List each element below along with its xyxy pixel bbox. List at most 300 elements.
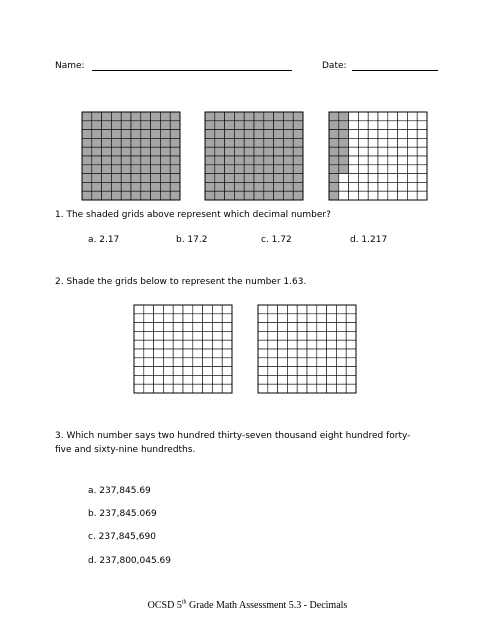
grid-cell[interactable] (144, 375, 154, 384)
grid-cell (368, 191, 378, 200)
grid-cell (293, 156, 303, 165)
grid-cell (398, 165, 408, 174)
grid-cell[interactable] (193, 358, 203, 367)
grid-cell[interactable] (183, 349, 193, 358)
grid-cell (264, 156, 274, 165)
grid-cell[interactable] (183, 340, 193, 349)
grid-cell[interactable] (154, 349, 164, 358)
grid-cell[interactable] (183, 305, 193, 314)
grid-cell (225, 138, 235, 147)
grid-cell[interactable] (203, 323, 213, 332)
grid-cell[interactable] (212, 358, 222, 367)
grid-cell[interactable] (327, 314, 337, 323)
grid-cell[interactable] (278, 305, 288, 314)
grid-cell (244, 112, 254, 121)
grid-cell[interactable] (134, 331, 144, 340)
grid-cell[interactable] (163, 305, 173, 314)
grid-cell[interactable] (297, 331, 307, 340)
grid-cell (82, 112, 92, 121)
grid-cell (398, 138, 408, 147)
grid-cell[interactable] (144, 314, 154, 323)
grid-cell[interactable] (327, 358, 337, 367)
grid-cell[interactable] (317, 331, 327, 340)
grid-cell[interactable] (222, 358, 232, 367)
grid-cell[interactable] (336, 375, 346, 384)
grid-cell[interactable] (278, 314, 288, 323)
grid-cell[interactable] (336, 349, 346, 358)
grid-cell[interactable] (193, 323, 203, 332)
name-label: Name: (55, 61, 85, 71)
grid-cell[interactable] (287, 367, 297, 376)
grid-cell (121, 138, 131, 147)
grid-cell[interactable] (193, 314, 203, 323)
grid-cell (151, 174, 161, 183)
grid-cell[interactable] (193, 384, 203, 393)
grid-cell[interactable] (336, 323, 346, 332)
grid-cell[interactable] (183, 375, 193, 384)
grid-cell (131, 121, 141, 130)
grid-cell[interactable] (268, 349, 278, 358)
grid-cell (102, 165, 112, 174)
grid-cell[interactable] (307, 323, 317, 332)
grid-cell[interactable] (317, 323, 327, 332)
grid-cell (234, 138, 244, 147)
grid-cell[interactable] (258, 349, 268, 358)
grid-cell[interactable] (278, 358, 288, 367)
grid-cell[interactable] (327, 331, 337, 340)
grid-cell[interactable] (222, 331, 232, 340)
grid-cell (349, 112, 359, 121)
grid-cell[interactable] (287, 384, 297, 393)
grid-cell[interactable] (183, 384, 193, 393)
grid-cell (121, 156, 131, 165)
grid-cell[interactable] (144, 384, 154, 393)
grid-cell[interactable] (346, 349, 356, 358)
grid-cell[interactable] (154, 323, 164, 332)
grid-cell (264, 191, 274, 200)
grid-cell[interactable] (144, 349, 154, 358)
grid-cell[interactable] (336, 331, 346, 340)
grid-cell (293, 147, 303, 156)
grid-cell[interactable] (317, 367, 327, 376)
grid-cell[interactable] (212, 384, 222, 393)
grid-cell[interactable] (327, 375, 337, 384)
grid-cell (358, 147, 368, 156)
grid-cell[interactable] (346, 305, 356, 314)
grid-cell[interactable] (144, 323, 154, 332)
q3-option-d[interactable]: d. 237,800,045.69 (88, 556, 172, 566)
grid-cell[interactable] (173, 340, 183, 349)
grid-cell[interactable] (317, 340, 327, 349)
grid-cell (151, 130, 161, 139)
grid-cell[interactable] (317, 305, 327, 314)
grid-cell[interactable] (222, 340, 232, 349)
grid-cell[interactable] (193, 305, 203, 314)
grid-cell[interactable] (183, 323, 193, 332)
grid-cell (407, 121, 417, 130)
grid-cell[interactable] (163, 340, 173, 349)
grid-cell[interactable] (222, 314, 232, 323)
grid-cell[interactable] (144, 340, 154, 349)
grid-cell (398, 156, 408, 165)
grid-cell[interactable] (154, 384, 164, 393)
grid-cell (225, 121, 235, 130)
grid-cell[interactable] (346, 367, 356, 376)
grid-cell[interactable] (203, 375, 213, 384)
grid-cell[interactable] (317, 375, 327, 384)
grid-cell (378, 130, 388, 139)
grid-cell[interactable] (336, 358, 346, 367)
grid-cell (378, 147, 388, 156)
grid-cell[interactable] (144, 331, 154, 340)
grid-cell[interactable] (154, 314, 164, 323)
date-label: Date: (322, 61, 347, 71)
grid-cell[interactable] (297, 340, 307, 349)
grid-cell[interactable] (203, 305, 213, 314)
shading-grid-1[interactable] (134, 305, 232, 393)
grid-cell[interactable] (203, 367, 213, 376)
grid-cell[interactable] (222, 367, 232, 376)
grid-cell[interactable] (258, 384, 268, 393)
grid-cell[interactable] (317, 314, 327, 323)
grid-cell[interactable] (212, 323, 222, 332)
grid-cell[interactable] (307, 340, 317, 349)
grid-cell[interactable] (278, 367, 288, 376)
grid-cell (283, 165, 293, 174)
grid-cell[interactable] (183, 331, 193, 340)
grid-cell (407, 112, 417, 121)
grid-cell[interactable] (307, 384, 317, 393)
grid-cell[interactable] (258, 305, 268, 314)
grid-cell[interactable] (346, 323, 356, 332)
grid-cell[interactable] (163, 358, 173, 367)
shading-grid-2[interactable] (258, 305, 356, 393)
grid-cell (388, 156, 398, 165)
grid-cell (398, 130, 408, 139)
grid-cell[interactable] (193, 331, 203, 340)
grid-cell (339, 112, 349, 121)
grid-cell[interactable] (297, 323, 307, 332)
grid-cell[interactable] (222, 375, 232, 384)
grid-cell (92, 191, 102, 200)
grid-cell[interactable] (163, 331, 173, 340)
grid-cell[interactable] (203, 331, 213, 340)
grid-cell (293, 112, 303, 121)
grid-cell (264, 121, 274, 130)
grid-cell[interactable] (278, 331, 288, 340)
grid-cell (368, 112, 378, 121)
grid-cell[interactable] (258, 367, 268, 376)
grid-cell[interactable] (336, 314, 346, 323)
grid-cell[interactable] (134, 358, 144, 367)
grid-cell[interactable] (336, 367, 346, 376)
grid-cell[interactable] (134, 367, 144, 376)
grid-cell[interactable] (327, 305, 337, 314)
grid-cell[interactable] (203, 349, 213, 358)
grid-cell[interactable] (134, 305, 144, 314)
grid-cell[interactable] (258, 340, 268, 349)
grid-cell[interactable] (134, 375, 144, 384)
grid-cell[interactable] (212, 367, 222, 376)
grid-cell (215, 156, 225, 165)
grid-cell[interactable] (173, 375, 183, 384)
grid-cell (234, 112, 244, 121)
grid-cell (92, 165, 102, 174)
grid-cell (283, 130, 293, 139)
grid-cell[interactable] (278, 323, 288, 332)
grid-cell[interactable] (193, 349, 203, 358)
grid-cell[interactable] (307, 305, 317, 314)
grid-cell[interactable] (307, 349, 317, 358)
grid-cell (254, 165, 264, 174)
grid-cell[interactable] (297, 384, 307, 393)
grid-cell[interactable] (183, 358, 193, 367)
grid-cell (111, 182, 121, 191)
grid-cell[interactable] (307, 375, 317, 384)
grid-cell (102, 182, 112, 191)
grid-cell[interactable] (287, 323, 297, 332)
grid-cell[interactable] (203, 314, 213, 323)
grid-cell[interactable] (134, 323, 144, 332)
grid-cell[interactable] (258, 314, 268, 323)
grid-cell[interactable] (268, 340, 278, 349)
grid-cell[interactable] (154, 340, 164, 349)
grid-cell[interactable] (212, 375, 222, 384)
grid-cell[interactable] (327, 367, 337, 376)
grid-cell[interactable] (212, 331, 222, 340)
grid-cell[interactable] (297, 314, 307, 323)
grid-cell[interactable] (212, 349, 222, 358)
grid-cell[interactable] (222, 384, 232, 393)
grid-cell[interactable] (183, 314, 193, 323)
grid-cell[interactable] (346, 384, 356, 393)
grid-cell (283, 121, 293, 130)
q3-option-a[interactable]: a. 237,845.69 (88, 486, 151, 496)
grid-cell[interactable] (134, 340, 144, 349)
grid-cell[interactable] (134, 314, 144, 323)
grid-cell[interactable] (258, 358, 268, 367)
grid-cell[interactable] (134, 384, 144, 393)
grid-cell (151, 191, 161, 200)
grid-cell[interactable] (268, 384, 278, 393)
grid-cell[interactable] (268, 367, 278, 376)
grid-cell[interactable] (287, 349, 297, 358)
grid-cell (160, 174, 170, 183)
grid-cell[interactable] (212, 340, 222, 349)
grid-cell[interactable] (317, 358, 327, 367)
grid-cell[interactable] (278, 375, 288, 384)
grid-cell[interactable] (327, 323, 337, 332)
grid-cell (141, 121, 151, 130)
grid-cell[interactable] (163, 375, 173, 384)
grid-cell[interactable] (154, 358, 164, 367)
grid-cell[interactable] (287, 340, 297, 349)
grid-cell[interactable] (287, 375, 297, 384)
grid-cell[interactable] (212, 314, 222, 323)
grid-cell (205, 147, 215, 156)
grid-cell[interactable] (307, 367, 317, 376)
grid-cell (339, 182, 349, 191)
grid-cell (349, 121, 359, 130)
grid-cell[interactable] (212, 305, 222, 314)
grid-cell (160, 182, 170, 191)
grid-cell[interactable] (193, 340, 203, 349)
grid-cell (244, 121, 254, 130)
grid-cell[interactable] (346, 375, 356, 384)
grid-cell[interactable] (317, 349, 327, 358)
grid-cell (111, 112, 121, 121)
q1-option-a[interactable]: a. 2.17 (88, 235, 120, 245)
question-2-text: 2. Shade the grids below to represent the number 1.63. (55, 277, 307, 287)
grid-cell (329, 165, 339, 174)
grid-cell[interactable] (222, 305, 232, 314)
grid-cell (102, 121, 112, 130)
grid-cell[interactable] (287, 358, 297, 367)
grid-cell[interactable] (307, 314, 317, 323)
grid-cell (378, 156, 388, 165)
grid-cell (234, 156, 244, 165)
grid-cell[interactable] (163, 349, 173, 358)
grid-cell[interactable] (173, 358, 183, 367)
grid-cell[interactable] (307, 358, 317, 367)
grid-cell[interactable] (327, 384, 337, 393)
grid-cell[interactable] (258, 323, 268, 332)
grid-cell[interactable] (268, 331, 278, 340)
grid-cell (417, 147, 427, 156)
grid-cell[interactable] (317, 384, 327, 393)
grid-cell[interactable] (203, 358, 213, 367)
grid-cell[interactable] (193, 367, 203, 376)
grid-cell[interactable] (346, 358, 356, 367)
grid-cell[interactable] (134, 349, 144, 358)
grid-cell[interactable] (154, 367, 164, 376)
grid-cell (274, 174, 284, 183)
grid-cell[interactable] (346, 340, 356, 349)
grid-cell[interactable] (297, 358, 307, 367)
grid-cell (358, 138, 368, 147)
grid-cell (92, 138, 102, 147)
grid-cell[interactable] (163, 314, 173, 323)
grid-cell[interactable] (222, 349, 232, 358)
grid-cell[interactable] (297, 375, 307, 384)
grid-cell[interactable] (144, 358, 154, 367)
grid-cell (102, 156, 112, 165)
grid-cell (160, 121, 170, 130)
grid-cell (121, 112, 131, 121)
grid-cell[interactable] (173, 305, 183, 314)
grid-cell (205, 182, 215, 191)
grid-cell (244, 156, 254, 165)
grid-cell[interactable] (327, 340, 337, 349)
grid-cell (417, 191, 427, 200)
grid-cell[interactable] (163, 384, 173, 393)
grid-cell[interactable] (287, 305, 297, 314)
grid-cell[interactable] (307, 331, 317, 340)
grid-cell[interactable] (278, 340, 288, 349)
grid-cell[interactable] (173, 314, 183, 323)
grid-cell (141, 165, 151, 174)
grid-cell[interactable] (268, 314, 278, 323)
grid-cell[interactable] (154, 305, 164, 314)
grid-cell[interactable] (173, 331, 183, 340)
grid-cell (293, 121, 303, 130)
grid-cell (170, 138, 180, 147)
name-field[interactable] (92, 70, 292, 71)
grid-cell (215, 191, 225, 200)
grid-cell (225, 182, 235, 191)
grid-cell[interactable] (336, 384, 346, 393)
grid-cell[interactable] (287, 314, 297, 323)
grid-cell (141, 138, 151, 147)
grid-cell[interactable] (268, 323, 278, 332)
grid-cell[interactable] (193, 375, 203, 384)
grid-cell[interactable] (258, 331, 268, 340)
grid-cell[interactable] (268, 358, 278, 367)
grid-cell[interactable] (163, 323, 173, 332)
grid-cell[interactable] (336, 340, 346, 349)
grid-cell (254, 156, 264, 165)
grid-cell (254, 174, 264, 183)
grid-cell[interactable] (144, 305, 154, 314)
grid-cell[interactable] (144, 367, 154, 376)
grid-cell[interactable] (278, 384, 288, 393)
grid-cell (274, 191, 284, 200)
grid-cell[interactable] (222, 323, 232, 332)
grid-cell (205, 191, 215, 200)
grid-cell[interactable] (173, 367, 183, 376)
q1-option-c[interactable]: c. 1.72 (261, 235, 292, 245)
grid-cell[interactable] (183, 367, 193, 376)
grid-cell[interactable] (173, 323, 183, 332)
grid-cell[interactable] (163, 367, 173, 376)
grid-cell[interactable] (154, 375, 164, 384)
q3-option-b[interactable]: b. 237,845.069 (88, 509, 157, 519)
grid-cell (283, 138, 293, 147)
grid-cell[interactable] (297, 349, 307, 358)
grid-cell[interactable] (268, 375, 278, 384)
grid-cell (254, 130, 264, 139)
grid-cell[interactable] (346, 331, 356, 340)
grid-cell (131, 138, 141, 147)
grid-cell[interactable] (154, 331, 164, 340)
grid-cell[interactable] (327, 349, 337, 358)
hundred-grid-2 (205, 112, 303, 200)
grid-cell (102, 191, 112, 200)
grid-cell[interactable] (203, 384, 213, 393)
grid-cell[interactable] (258, 375, 268, 384)
grid-cell (358, 156, 368, 165)
grid-cell[interactable] (287, 331, 297, 340)
grid-cell (254, 112, 264, 121)
grid-cell (121, 147, 131, 156)
grid-cell (358, 130, 368, 139)
grid-cell[interactable] (268, 305, 278, 314)
q3-option-c[interactable]: c. 237,845,690 (88, 532, 156, 542)
q1-option-b[interactable]: b. 17.2 (176, 235, 208, 245)
grid-cell[interactable] (346, 314, 356, 323)
q1-option-d[interactable]: d. 1.217 (350, 235, 388, 245)
grid-cell (378, 165, 388, 174)
grid-cell[interactable] (173, 349, 183, 358)
date-field[interactable] (352, 70, 438, 71)
grid-cell[interactable] (173, 384, 183, 393)
grid-cell[interactable] (203, 340, 213, 349)
grid-cell[interactable] (297, 367, 307, 376)
grid-cell (131, 174, 141, 183)
grid-cell[interactable] (278, 349, 288, 358)
grid-cell[interactable] (297, 305, 307, 314)
grid-cell[interactable] (336, 305, 346, 314)
